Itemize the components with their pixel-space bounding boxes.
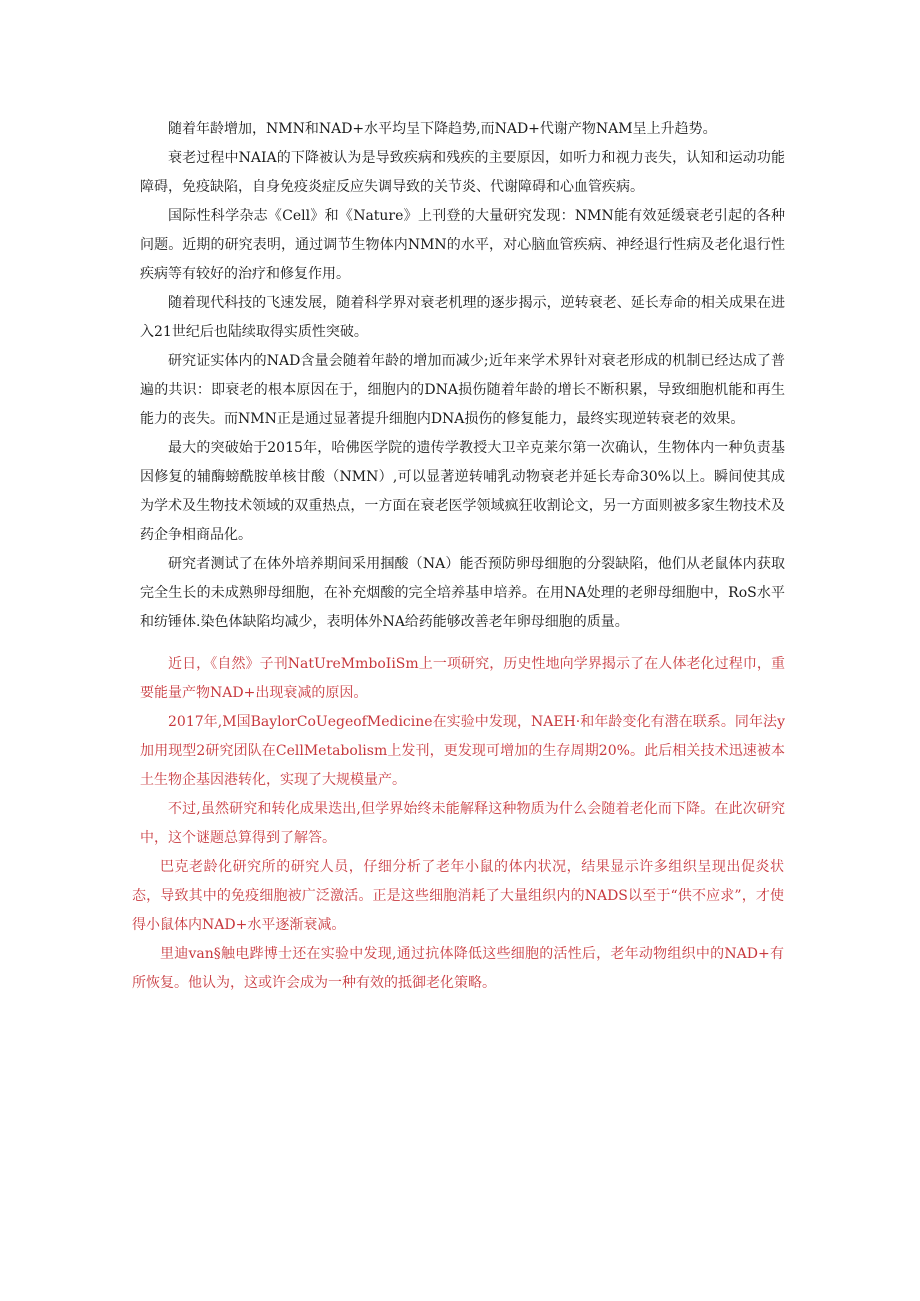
paragraph-cell-nature-research: 国际性科学杂志《Cell》和《Nature》上刊登的大量研究发现：NMN能有效延缓衰老引起的各种问题。近期的研究表明，通过调节生物体内NMN的水平，对心脑血管疾病、神经退行性病及老化退行性疾病等有较好的治疗和修复作用。 [140, 208, 785, 282]
paragraph-naia-decline-diseases: 衰老过程中NAIA的下降被认为是导致疾病和残疾的主要原因，如听力和视力丧失，认知和运动功能障碍，免疫缺陷，自身免疫炎症反应失调导致的关节炎、代谢障碍和心血管疾病。 [140, 150, 785, 195]
paragraph-antibody-finding: 里迪van§触电跸博士还在实验中发现,通过抗体降低这些细胞的活性后，老年动物组织中的NAD+有所恢复。他认为，这或许会成为一种有效的抵御老化策略。 [132, 946, 784, 991]
paragraph-buck-institute: 巴克老龄化研究所的研究人员，仔细分析了老年小鼠的体内状况，结果显示许多组织呈现出促炎状态，导致其中的免疫细胞被广泛激活。正是这些细胞消耗了大量组织内的NADS以至于“供不应求”，才使得小鼠体内NAD+水平逐渐衰减。 [132, 859, 784, 933]
paragraph-nad-dna-damage: 研究证实体内的NAD含量会随着年龄的增加而减少;近年来学术界针对衰老形成的机制已经达成了普遍的共识：即衰老的根本原因在于，细胞内的DNA损伤随着年龄的增长不断积累，导致细胞机能和再生能力的丧失。而NMN正是通过显著提升细胞内DNA损伤的修复能力，最终实现逆转衰老的效果。 [140, 353, 785, 427]
paragraph-nmn-nad-decline: 随着年龄增加，NMN和NAD+水平均呈下降趋势,而NAD+代谢产物NAM呈上升趋势。 [168, 121, 717, 137]
paragraph-2017-baylor: 2017年,M国BaylorCoUegeofMedicine在实验中发现，NAEH·和年龄变化有潜在联系。同年法y加用现型2研究团队在CellMetabolism上发刊，更发现可增加的生存周期20%。此后相关技术迅速被本土生物企基因港转化，实现了大规模量产。 [140, 714, 785, 788]
paragraph-mystery-solved: 不过,虽然研究和转化成果迭出,但学界始终未能解释这种物质为什么会随着老化而下降。在此次研究中，这个谜题总算得到了解答。 [140, 801, 785, 846]
paragraph-2015-breakthrough: 最大的突破始于2015年，哈佛医学院的遗传学教授大卫辛克莱尔第一次确认，生物体内一种负责基因修复的辅酶螃酰胺单核甘酸（NMN）,可以显著逆转哺乳动物衰老并延长寿命30%以上。瞬间使其成为学术及生物技术领域的双重热点，一方面在衰老医学领域疯狂收割论文，另一方面则被多家生物技术及药企争相商品化。 [140, 440, 785, 543]
paragraph-oocyte-study: 研究者测试了在体外培养期间采用掴酸（NA）能否预防卵母细胞的分裂缺陷，他们从老鼠体内获取完全生长的未成熟卵母细胞，在补充烟酸的完全培养基申培养。在用NA处理的老卵母细胞中，RoS水平和纺锤体.染色体缺陷均减少，表明体外NA给药能够改善老年卵母细胞的质量。 [140, 556, 785, 630]
paragraph-nature-metabolism: 近日，《自然》子刊NatUreMmboIiSm上一项研究，历史性地向学界揭示了在人体老化过程巾，重要能量产物NAD+出现衰减的原因。 [140, 656, 785, 701]
paragraph-tech-development: 随着现代科技的飞速发展，随着科学界对衰老机理的逐步揭示，逆转衰老、延长寿命的相关成果在进入21世纪后也陆续取得实质性突破。 [140, 295, 785, 340]
